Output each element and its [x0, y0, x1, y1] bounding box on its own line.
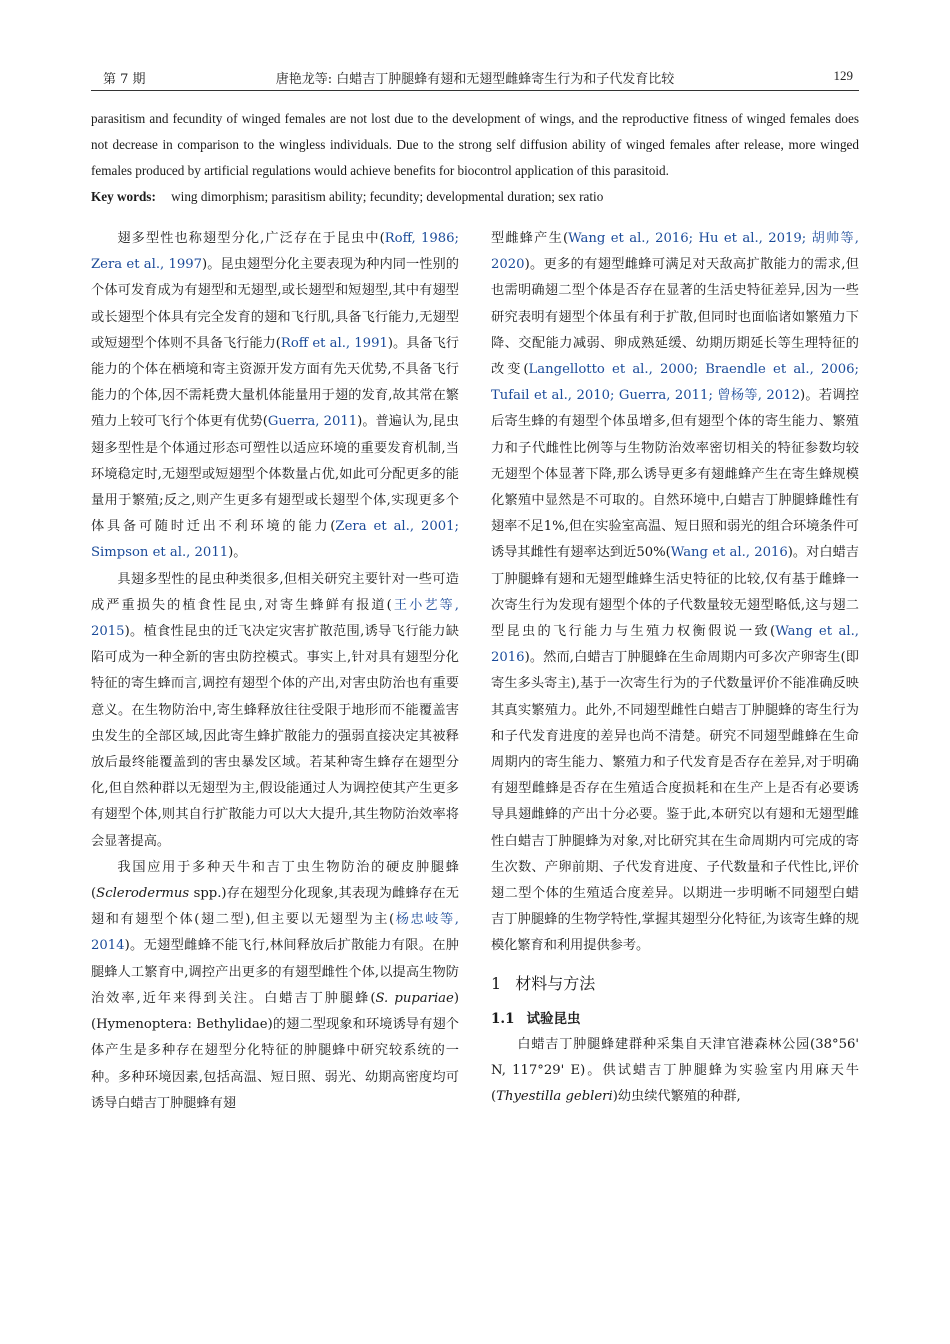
- running-header: [91, 66, 859, 91]
- abstract-text: parasitism and fecundity of winged females are not lost due to the development of wings, and the reproductive fitness of winged females does not decrease in comparison to the wingless individuals. Due to the strong self diffusion ability of winged females after release, more winged females produced by artificial regulations would achieve benefits for biocontrol application of this parasitoid.: [91, 111, 859, 178]
- keywords-text: wing dimorphism; parasitism ability; fecundity; developmental duration; sex ratio: [171, 189, 604, 204]
- paragraph: [91, 226, 459, 567]
- citation-link[interactable]: Roff et al., 1991: [280, 335, 388, 351]
- text-run: )。对白蜡吉丁肿腿蜂有翅和无翅型雌蜂生活史特征的比较,仅有基于雌蜂一次寄生行为发现有翅型个体的子代数量较无翅型略低,这与翅二型昆虫的飞行能力与生殖力权衡假说一致(: [491, 545, 859, 640]
- text-run: )。更多的有翅型雌蜂可满足对天敌高扩散能力的需求,但也需明确翅二型个体是否存在显著的生活史特征差异,因为一些研究表明有翅型个体虽有利于扩散,但同时也面临诸如繁殖力下降、交配能力减弱、卵成熟延缓、幼期历期延长等生理特征的改变(: [491, 257, 859, 378]
- citation-link[interactable]: Wang et al., 2016: [491, 624, 859, 666]
- paragraph: [91, 855, 459, 1117]
- subsection-title: 试验昆虫: [526, 1010, 581, 1027]
- page-number: 129: [833, 68, 853, 83]
- citation-link[interactable]: Wang et al., 2016; Hu et al., 2019; 胡帅等, 2020: [491, 231, 859, 273]
- citation-link[interactable]: 王小艺等, 2015: [91, 597, 459, 640]
- paragraph: [491, 1032, 859, 1111]
- text-run: )。若调控后寄生蜂的有翅型个体虽增多,但有翅型个体的寄生能力、繁殖力和子代雌性比例等与生物防治效率密切相关的特征参数均较无翅型个体显著下降,那么诱导更多有翅雌蜂产生在寄生蜂规模化繁殖中显然是不可取的。自然环境中,白蜡吉丁肿腿蜂雌性有翅率不足1%,但在实验室高温、短日照和弱光的组合环境条件可诱导其雌性有翅率达到近50%(: [491, 388, 859, 561]
- text-run: )。普遍认为,昆虫翅多型性是个体通过形态可塑性以适应环境的重要发育机制,当环境稳定时,无翅型或短翅型个体数量占优,如此可分配更多的能量用于繁殖;反之,则产生更多有翅型或长翅型个体,实现更多个体具备可随时迁出不利环境的能力(: [91, 414, 460, 535]
- issue-number: 第 7 期: [103, 72, 146, 87]
- text-run: )幼虫续代繁殖的种群,: [612, 1089, 741, 1105]
- paragraph: [491, 226, 859, 960]
- text-run: )。无翅型雌蜂不能飞行,林间释放后扩散能力有限。在肿腿蜂人工繁育中,调控产出更多的有翅型雌性个体,以提高生物防治效率,近年来得到关注。白蜡吉丁肿腿蜂(: [91, 938, 459, 1006]
- section-heading: [491, 970, 859, 998]
- species-name: Thyestilla gebleri: [496, 1089, 613, 1105]
- text-run: )。: [228, 545, 247, 561]
- text-run: )。具备飞行能力的个体在栖境和寄主资源开发方面有先天优势,不具备飞行能力的个体,因不需耗费大量机体能量用于翅的发育,故其常在繁殖力上较可飞行个体更有优势(: [91, 335, 459, 430]
- section-title: 材料与方法: [515, 973, 596, 993]
- keywords-label: Key words:: [91, 189, 156, 204]
- text-run: )(Hymenoptera: Bethylidae)的翅二型现象和环境诱导有翅个体产生是多种存在翅型分化特征的肿腿蜂中研究较系统的一种。多种环境因素,包括高温、短日照、弱光、幼期高密度均可诱导白蜡吉丁肿腿蜂有翅: [91, 990, 459, 1111]
- subsection-number: 1.1: [491, 1010, 515, 1027]
- subsection-heading: [491, 1006, 859, 1032]
- abstract-continuation: [91, 106, 859, 184]
- paragraph: [91, 567, 459, 855]
- text-run: 型雌蜂产生(: [491, 231, 569, 246]
- text-run: )。然而,白蜡吉丁肿腿蜂在生命周期内可多次产卵寄生(即寄生多头寄主),基于一次寄生行为的子代数量评价不能准确反映其真实繁殖力。此外,不同翅型雌性白蜡吉丁肿腿蜂的寄生行为和子代发育进度的差异也尚不清楚。研究不同翅型雌蜂在生命周期内的寄生能力、繁殖力和子代发育是否存在差异,对于明确有翅型雌蜂是否存在生殖适合度损耗和在生产上是否有必要诱导具翅雌蜂的产出十分必要。鉴于此,本研究以有翅和无翅型雌性白蜡吉丁肿腿蜂为对象,对比研究其在生命周期内可完成的寄生次数、产卵前期、子代发育进度、子代数量和子代性比,评价翅二型个体的生殖适合度差异。以期进一步明晰不同翅型白蜡吉丁肿腿蜂的生物学特性,掌握其翅型分化特征,为该寄生蜂的规模化繁育和利用提供参考。: [491, 650, 859, 954]
- citation-link[interactable]: Guerra, 2011: [267, 414, 358, 430]
- text-run: 白蜡吉丁肿腿蜂建群种采集自天津官港森林公园(38°56' N, 117°29' E)。供试蜡吉丁肿腿蜂为实验室内用麻天牛(: [491, 1036, 859, 1105]
- citation-link[interactable]: Langellotto et al., 2000; Braendle et al., 2006; Tufail et al., 2010; Guerra, 2011; 曾杨等, 2012: [491, 362, 859, 404]
- left-column: [91, 226, 459, 1117]
- text-run: )。昆虫翅型分化主要表现为种内同一性别的个体可发育成为有翅型和无翅型,或长翅型和短翅型,其中有翅型或长翅型个体具有完全发育的翅和飞行肌,具备飞行能力,无翅型或短翅型个体则不具备飞行能力(: [91, 257, 459, 351]
- citation-link[interactable]: Zera et al., 2001; Simpson et al., 2011: [91, 519, 459, 561]
- running-title: 唐艳龙等: 白蜡吉丁肿腿蜂有翅和无翅型雌蜂寄生行为和子代发育比较: [275, 72, 675, 87]
- text-run: 具翅多型性的昆虫种类很多,但相关研究主要针对一些可造成严重损失的植食性昆虫,对寄生蜂鲜有报道(: [91, 571, 459, 613]
- keywords: [91, 184, 859, 210]
- species-name: Sclerodermus: [96, 886, 190, 902]
- text-run: 翅多型性也称翅型分化,广泛存在于昆虫中(: [117, 231, 385, 246]
- citation-link[interactable]: Roff, 1986; Zera et al., 1997: [91, 231, 459, 273]
- section-number: 1: [491, 973, 502, 993]
- text-run: )。植食性昆虫的迁飞决定灾害扩散范围,诱导飞行能力缺陷可成为一种全新的害虫防控模式。事实上,针对具有翅型分化特征的寄生蜂而言,调控有翅型个体的产出,对害虫防治也有重要意义。在生物防治中,寄生蜂释放往往受限于地形而不能覆盖害虫发生的全部区域,因此寄生蜂扩散能力的强弱直接决定其被释放后最终能覆盖到的害虫暴发区域。若某种寄生蜂存在翅型分化,但自然种群以无翅型为主,假设能通过人为调控使其产生更多有翅型个体,则其自行扩散能力可以大大提升,其生物防治效率将会显著提高。: [91, 624, 459, 849]
- species-name: S. pupariae: [375, 990, 454, 1006]
- citation-link[interactable]: 杨忠岐等, 2014: [91, 912, 460, 954]
- right-column: [491, 226, 859, 1110]
- text-run: 我国应用于多种天牛和吉丁虫生物防治的硬皮肿腿蜂(: [91, 859, 459, 902]
- text-run: spp.)存在翅型分化现象,其表现为雌蜂存在无翅和有翅型个体(翅二型),但主要以无翅型为主(: [91, 886, 459, 928]
- citation-link[interactable]: Wang et al., 2016: [670, 545, 788, 561]
